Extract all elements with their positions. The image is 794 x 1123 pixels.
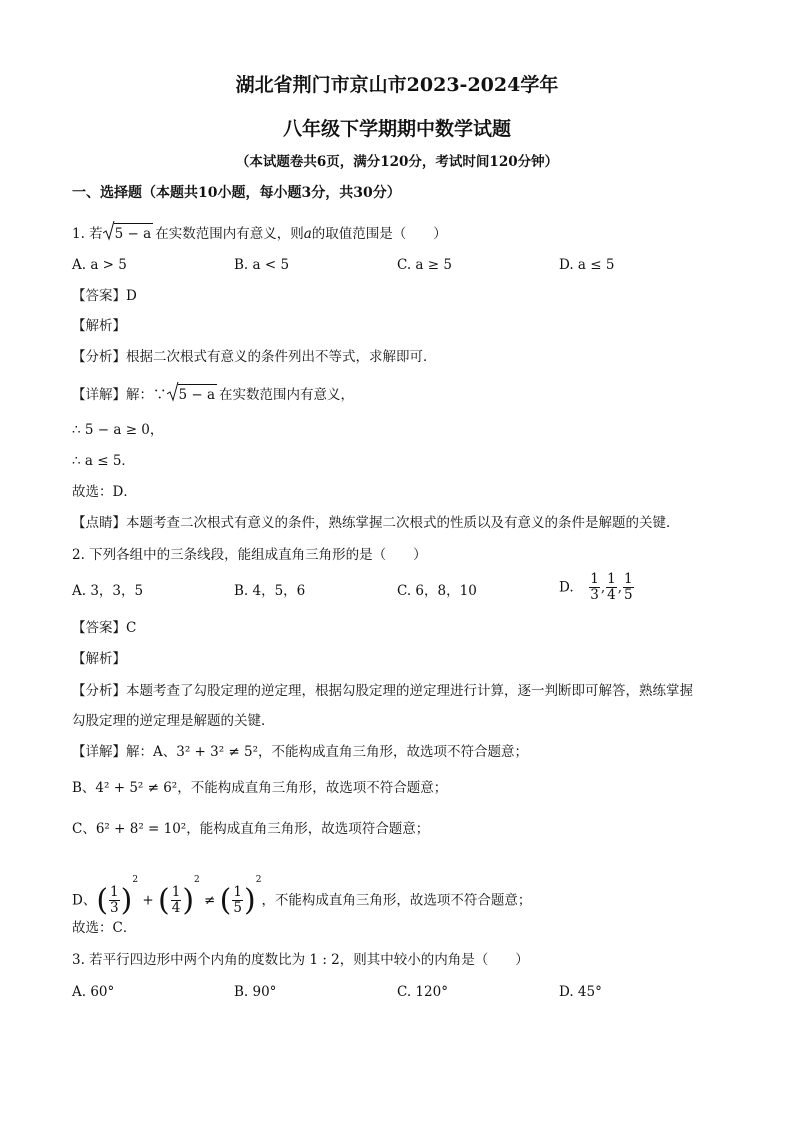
q3-stem: 3. 若平行四边形中两个内角的度数比为 1 : 2，则其中较小的内角是（ ）	[72, 952, 529, 968]
q1-dianjing: 【点睛】本题考查二次根式有意义的条件，熟练掌握二次根式的性质以及有意义的条件是解题的关键．	[72, 515, 680, 531]
fraction: $\frac{1}{5}$	[624, 571, 633, 603]
q1-stem: 1. 若 5 − a 在实数范围内有意义，则a的取值范围是（ ）	[72, 223, 447, 244]
q2-option-d: D. $\frac{1}{3}$ , $\frac{1}{4}$ , $\frac{1}{5}$	[559, 571, 633, 603]
fraction: $\frac{1}{4}$	[607, 571, 616, 603]
q3-option-d: D. 45°	[559, 984, 602, 1000]
q2-choose: 故选：C．	[72, 920, 137, 936]
q1-step1: ∴ 5 − a ≥ 0，	[72, 422, 164, 438]
q1-option-a: A. a > 5	[72, 257, 127, 273]
q3-option-a: A. 60°	[72, 984, 115, 1000]
q1-option-c: C. a ≥ 5	[397, 257, 452, 273]
q2-detail-c: C、6² + 8² = 10²，能构成直角三角形，故选项符合题意；	[72, 821, 430, 837]
q2-detail-a: 【详解】解：A、3² + 3² ≠ 5²，不能构成直角三角形，故选项不符合题意；	[72, 744, 529, 760]
q1-step2: ∴ a ≤ 5．	[72, 453, 135, 469]
sqrt-expression: 5 − a	[167, 384, 218, 405]
q3-option-c: C. 120°	[397, 984, 448, 1000]
q2-fenxi-line2: 勾股定理的逆定理是解题的关键．	[72, 713, 275, 729]
q1-xiangjie: 【详解】解：∵ 5 − a 在实数范围内有意义，	[72, 384, 354, 405]
q2-option-b: B. 4，5，6	[234, 583, 306, 599]
q1-choose: 故选：D．	[72, 484, 137, 500]
q3-option-b: B. 90°	[234, 984, 277, 1000]
q2-option-c: C. 6，8，10	[397, 583, 477, 599]
q2-detail-d: D、( $\frac{1}{3}$ )$^2$ + ( $\frac{1}{4}$ )$^2$ ≠ ( $\frac{1}{5}$ )$^2$，不能构成直角三角形，故选项不符合题意；	[72, 875, 532, 918]
q1-answer: 【答案】D	[72, 288, 137, 304]
q1-option-b: B. a < 5	[234, 257, 290, 273]
q1-fenxi: 【分析】根据二次根式有意义的条件列出不等式，求解即可．	[72, 349, 437, 365]
q2-option-a: A. 3，3，5	[72, 583, 144, 599]
q2-analysis-tag: 【解析】	[72, 651, 126, 667]
q2-fenxi-line1: 【分析】本题考查了勾股定理的逆定理，根据勾股定理的逆定理进行计算，逐一判断即可解答，熟练掌握	[72, 683, 693, 699]
q2-answer: 【答案】C	[72, 620, 137, 636]
q2-detail-b: B、4² + 5² ≠ 6²，不能构成直角三角形，故选项不符合题意；	[72, 780, 448, 796]
doc-title-line1: 湖北省荆门市京山市2023-2024学年	[235, 74, 559, 96]
sqrt-expression: 5 − a	[103, 223, 154, 244]
q1-option-d: D. a ≤ 5	[559, 257, 615, 273]
doc-title-line2: 八年级下学期期中数学试题	[282, 118, 511, 140]
q1-analysis-tag: 【解析】	[72, 318, 126, 334]
fraction: $\frac{1}{3}$	[590, 571, 599, 603]
exam-note: （本试题卷共6页，满分120分，考试时间120分钟）	[235, 154, 559, 170]
section-heading: 一、选择题（本题共10小题，每小题3分，共30分）	[72, 185, 401, 201]
q2-stem: 2. 下列各组中的三条线段，能组成直角三角形的是（ ）	[72, 547, 427, 563]
